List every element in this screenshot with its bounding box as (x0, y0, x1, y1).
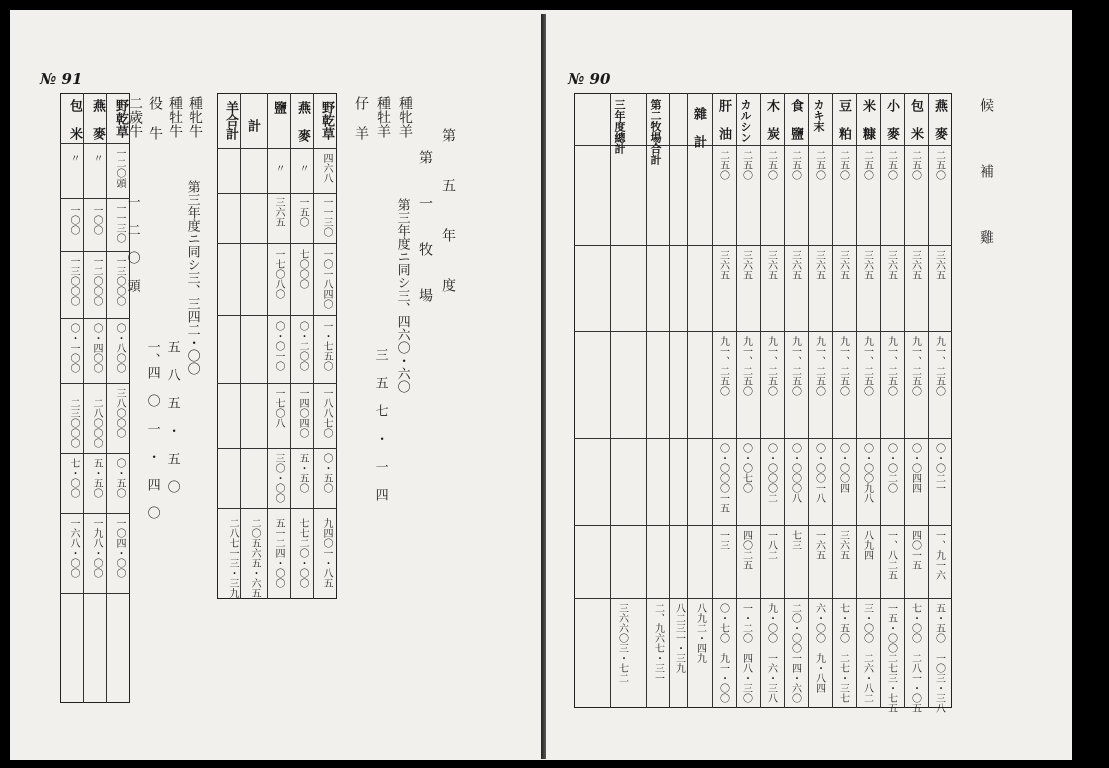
table-cell: 二五〇 (813, 150, 825, 180)
header-sheep-total: 羊合計 (223, 101, 238, 140)
header-salt: 鹽 (271, 101, 286, 114)
table-cell: 一三〇〇〇 (68, 256, 79, 306)
table-cell: 三六五 (837, 250, 849, 280)
table-cell: 〇・〇〇一八 (813, 443, 825, 503)
header-second-ranch-total: 第二牧場合計 (649, 99, 662, 165)
header-wild-hay: 野乾草 (113, 99, 128, 138)
misc-total-value-2: 八二三一・三九 (673, 603, 685, 673)
table-cell: 七・〇〇 (68, 458, 79, 498)
table-cell: 九一、二五〇 (909, 336, 921, 396)
table-cell: 一七〇八 (273, 388, 284, 428)
table-cell: 〇・七〇 (717, 603, 729, 643)
table-cell: 二五〇 (789, 150, 801, 180)
table-cell: 三六五 (861, 250, 873, 280)
table-cell: 〇・〇二一 (933, 443, 945, 493)
table-cell: 〇・〇二〇 (885, 443, 897, 493)
table-cell: 五・五〇 (297, 453, 308, 493)
table-cell: 〇・二〇〇 (297, 321, 308, 371)
label-lamb: 仔 羊 (353, 96, 369, 140)
table-cell: 九一、二五〇 (861, 336, 873, 396)
table-cell: 九一、二五〇 (813, 336, 825, 396)
header-salt: 食 鹽 (788, 99, 803, 140)
table-cell: 二八一・〇五 (909, 653, 921, 713)
feed-table-a (60, 93, 130, 703)
table-cell: 二五〇 (861, 150, 873, 180)
table-cell: 二五〇 (717, 150, 729, 180)
table-cell: 〇・四〇〇 (91, 323, 102, 373)
header-oats: 燕 麥 (295, 101, 310, 142)
table-cell: 九・八四 (813, 653, 825, 693)
table-cell: 八九四 (861, 530, 873, 560)
table-cell: 〃 (68, 153, 79, 163)
table-cell: 七七二〇・〇〇 (297, 518, 308, 588)
feed-table-b (217, 93, 337, 599)
table-cell: 一八八七〇 (321, 388, 332, 438)
table-cell: 九一、二五〇 (933, 336, 945, 396)
table-cell: 五・五〇 (933, 603, 945, 643)
table-cell: 三六五 (717, 250, 729, 280)
table-cell: 六・〇〇 (813, 603, 825, 643)
sheep-value: 三 五 七 ・ 一 四 (372, 348, 388, 501)
table-cell: 四六八 (321, 153, 332, 183)
cattle-line4: 一 二 〇 頭 (124, 195, 140, 292)
label-breeding-ram: 種牡羊 (375, 96, 391, 138)
table-cell: 三六五 (885, 250, 897, 280)
table-cell: 一六八・〇〇 (68, 518, 79, 578)
table-cell: 一四〇四〇 (297, 388, 308, 438)
title-fifth-year: 第 五 年 度 (440, 128, 456, 302)
header-calcium: カルシン (739, 99, 752, 143)
table-cell: 七〇〇〇 (297, 249, 308, 289)
table-cell: 〃 (297, 163, 308, 173)
table-cell: 一六・三八 (765, 653, 777, 703)
cattle-line3: 一、四 〇 一 ・ 四 〇 (144, 340, 160, 519)
table-cell: 一、八二五 (885, 530, 897, 580)
table-cell: 二五〇 (933, 150, 945, 180)
table-cell: 一一三〇 (321, 197, 332, 237)
table-cell: 一〇四・〇〇 (114, 518, 125, 578)
header-liver-oil: 肝 油 (716, 99, 731, 140)
table-cell: 一一三〇 (114, 203, 125, 243)
table-cell: 三六五 (933, 250, 945, 280)
table-cell: 二六・八二 (861, 653, 873, 703)
misc-total-value: 八九二・四九 (694, 603, 706, 663)
right-page (546, 10, 1072, 760)
table-cell: 〇・八〇〇 (114, 323, 125, 373)
label-breeding-bull: 種牡牛 (167, 96, 183, 138)
table-cell: 一八二 (765, 530, 777, 560)
table-cell: 〇・〇四四 (909, 443, 921, 493)
table-cell: 〇・五〇 (114, 458, 125, 498)
header-wild-hay: 野乾草 (319, 101, 334, 140)
table-cell: 九一、二五〇 (789, 336, 801, 396)
table-cell: 一・二〇 (740, 603, 752, 643)
table-cell: 一〇三・三八 (933, 653, 945, 713)
table-cell: 九四〇一・八五 (321, 518, 332, 588)
table-cell: 〇・〇〇〇八 (789, 443, 801, 503)
table-cell: 一五・〇〇 (885, 603, 897, 653)
table-cell: 三・〇〇 (861, 603, 873, 643)
table-cell: 〃 (91, 153, 102, 163)
table-cell: 五一二四・〇〇 (273, 518, 284, 588)
table-cell: 九一、二五〇 (837, 336, 849, 396)
table-cell: 一、九一六 (933, 530, 945, 580)
table-cell: 四八・三〇 (740, 653, 752, 703)
header-oats: 燕 麥 (90, 99, 105, 140)
table-cell: 七三 (789, 530, 801, 550)
table-cell: 二五〇 (837, 150, 849, 180)
table-cell: 五・五〇 (91, 458, 102, 498)
header-misc-total: 雜 計 (691, 107, 706, 148)
side-title: 候 補 雞 (978, 98, 994, 262)
grand-total-value: 三六六〇三・七二 (616, 603, 628, 683)
table-cell: 三六五 (813, 250, 825, 280)
table-cell: 四〇二五 (740, 530, 752, 570)
table-cell: 九一、二五〇 (765, 336, 777, 396)
table-cell: 九一、二五〇 (717, 336, 729, 396)
table-cell: 〇・〇一〇 (273, 321, 284, 371)
table-cell: 一九八・〇〇 (91, 518, 102, 578)
table-cell: 九・〇〇 (765, 603, 777, 643)
table-cell: 一六五 (813, 530, 825, 560)
table-cell: 一五〇 (297, 197, 308, 227)
chick-feed-table (574, 93, 952, 713)
header-corn: 包 米 (67, 99, 82, 140)
table-cell: 一・七五〇 (321, 321, 332, 371)
table-cell: 二七三・七五 (885, 653, 897, 713)
title-first-ranch: 第 一 牧 場 (417, 150, 433, 310)
table-cell: 七・五〇 (837, 603, 849, 643)
cattle-line1: 第三年度ニ同シ三、三四二・〇〇 (184, 180, 200, 375)
label-breeding-cow: 種牝牛 (187, 96, 203, 138)
header-rice-bran: 米 糠 (860, 99, 875, 140)
table-cell: 三六五 (837, 530, 849, 560)
table-cell: 二五〇 (740, 150, 752, 180)
table-cell: 九一、二五〇 (885, 336, 897, 396)
header-corn: 包 米 (908, 99, 923, 140)
label-draft-ox: 役 牛 (147, 96, 163, 140)
table-cell: 三六五 (789, 250, 801, 280)
table-cell: 三六五 (909, 250, 921, 280)
table-cell: 三六五 (765, 250, 777, 280)
table-cell: 二八〇〇〇 (91, 398, 102, 448)
table-cell: 一三 (717, 530, 729, 550)
table-cell: 〇・〇七〇 (740, 443, 752, 493)
header-third-year-total: 三年度總計 (613, 99, 626, 154)
table-cell: 二八七一三・三九 (227, 518, 238, 598)
second-ranch-total-value: 二、九六七・三一 (652, 603, 664, 683)
header-oats: 燕 麥 (932, 99, 947, 140)
cattle-line2: 五 八 五 ・ 五 〇 (164, 340, 180, 493)
table-cell: 〇・〇〇四 (837, 443, 849, 493)
table-cell: 〃 (273, 163, 284, 173)
table-cell: 三六五 (740, 250, 752, 280)
table-cell: 一〇〇 (68, 205, 79, 235)
table-cell: 一七〇八〇 (273, 249, 284, 299)
table-cell: 〇・〇〇九八 (861, 443, 873, 503)
table-cell: 二三〇〇〇 (68, 398, 79, 448)
table-cell: 三〇・〇〇 (273, 453, 284, 503)
table-cell: 二五〇 (885, 150, 897, 180)
table-cell: 〇・〇〇〇二 (765, 443, 777, 503)
header-charcoal: 木 炭 (764, 99, 779, 140)
header-oyster-powder: カキ末 (812, 99, 825, 132)
table-cell: 二五〇 (765, 150, 777, 180)
table-cell: 一三〇〇〇 (114, 256, 125, 306)
left-page (10, 10, 546, 760)
table-cell: 二〇・〇〇 (789, 603, 801, 653)
table-cell: 一〇〇 (91, 205, 102, 235)
table-cell: 一四・六〇 (789, 653, 801, 703)
table-cell: 九一・〇〇 (717, 653, 729, 703)
table-cell: 三八〇〇〇 (114, 388, 125, 438)
table-cell: 七・〇〇 (909, 603, 921, 643)
page-number-left: № 91 (40, 70, 83, 88)
table-cell: 一二〇〇〇 (91, 256, 102, 306)
table-cell: 一二〇頭 (114, 148, 125, 188)
table-cell: 二五〇 (909, 150, 921, 180)
page-number-right: № 90 (568, 70, 611, 88)
table-cell: 四〇一五 (909, 530, 921, 570)
header-subtotal: 計 (245, 119, 260, 132)
label-breeding-ewe: 種牝羊 (397, 96, 413, 138)
title-same-as-third: 第三年度ニ同シ三、四六〇・六〇 (394, 198, 410, 393)
header-wheat: 小 麥 (884, 99, 899, 140)
table-cell: 〇・五〇 (321, 453, 332, 493)
label-two-year-cattle: 二歲牛 (127, 96, 143, 138)
table-cell: 二七・三七 (837, 653, 849, 703)
table-cell: 〇・〇〇〇一五 (717, 443, 729, 513)
table-cell: 一〇一八四〇 (321, 249, 332, 309)
table-cell: 〇・一〇〇 (68, 323, 79, 373)
table-cell: 三六五 (273, 197, 284, 227)
table-cell: 九一、二五〇 (740, 336, 752, 396)
header-bean-cake: 豆 粕 (836, 99, 851, 140)
table-cell: 二〇五六五・六五 (249, 518, 260, 598)
